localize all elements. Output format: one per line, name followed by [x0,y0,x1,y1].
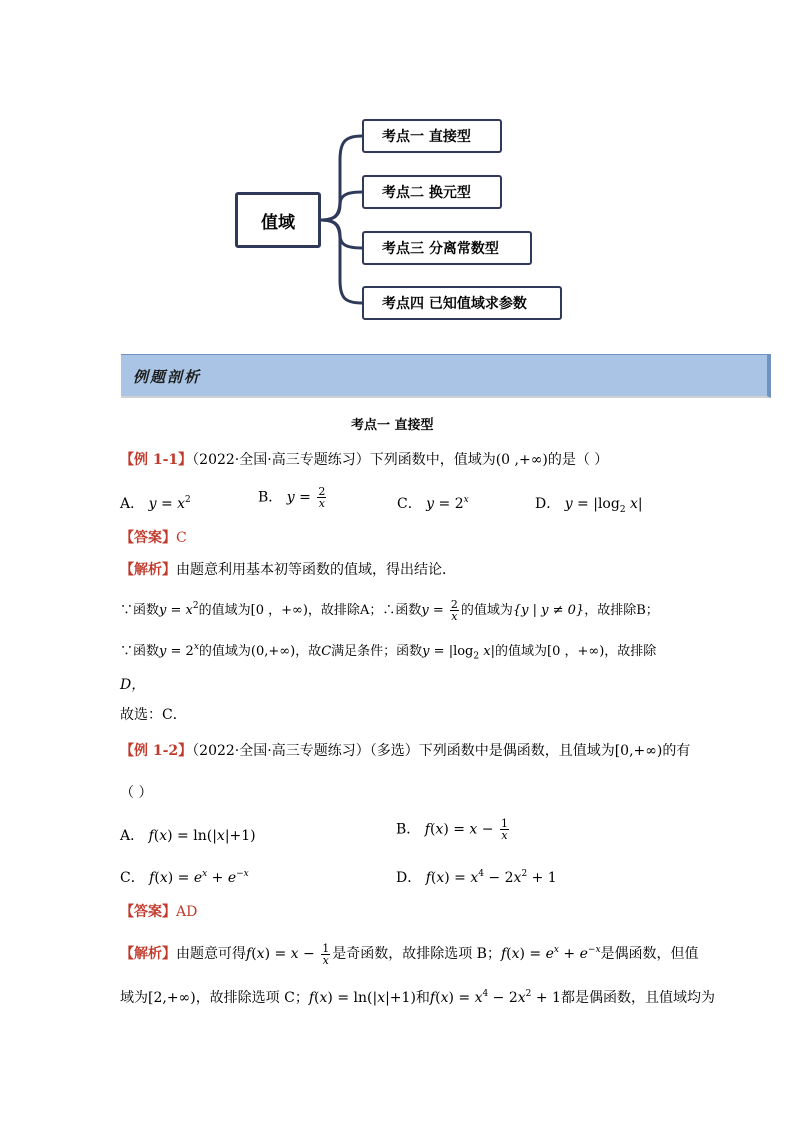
ex2-option-d: D． $f(x) = x^4 - 2x^2 + 1$ [396,869,557,886]
ex2-answer: 【答案】AD [120,904,198,920]
ex1-option-b: B． y = $\frac{2}{x}$ [258,485,326,510]
ex1-answer: 【答案】C [120,530,187,546]
subheading: 考点一 直接型 [351,418,434,433]
mindmap-root: 值域 [235,192,321,248]
ex1-question: 【例 1-1】（2022·全国·高三专题练习）下列函数中，值域为(0 ,+∞)的是（ ） [120,452,609,468]
ex2-analysis-line1: 【解析】由题意可得f(x) = x − $\frac{1}{x}$ 是奇函数，故排除选项 B；$f(x) = e^x + e^{-x}$是偶函数，但值 [120,941,699,967]
ex1-analysis-line2: ∵函数$y = 2^x$的值域为(0,+∞)，故C满足条件；函数$y = |\log_2$ x|的值域为[0 ，+∞)，故排除 [120,642,657,662]
ex2-option-a: A． f(x) = ln(|x|+1) [120,828,256,844]
ex1-analysis-line3: D， [120,677,146,693]
mindmap-branch-3: 考点三 分离常数型 [362,231,532,265]
ex1-conclusion: 故选：C． [120,707,187,723]
section-header [121,354,771,398]
ex1-option-a: A． $y = x^2$ [120,495,191,512]
section-label: 例题剖析 [133,368,202,386]
mindmap-branch-4: 考点四 已知值域求参数 [362,286,562,320]
ex1-option-d: D． $y = |\log_2$ x| [535,496,643,515]
ex1-analysis: 【解析】由题意利用基本初等函数的值域，得出结论． [120,562,456,578]
ex1-option-c: C． $y = 2^x$ [397,495,469,512]
mindmap-branch-1: 考点一 直接型 [362,119,502,153]
ex1-analysis-line1: ∵函数$y = x^2$的值域为[0 ，+∞)，故排除A；∴函数y = $\frac{2}{x}$ 的值域为{y | y ≠ 0}，故排除B； [120,598,659,623]
ex2-option-c: C． $f(x) = e^x + e^{-x}$ [120,869,249,886]
ex2-paren: （ ） [120,785,153,801]
ex2-analysis-line2: 域为[2,+∞)，故排除选项 C；f(x) = ln(|x|+1)和$f(x) = x^4 - 2x^2 + 1$都是偶函数，且值域均为 [120,989,715,1006]
mindmap-branch-2: 考点二 换元型 [362,175,502,209]
ex2-option-b: B． f(x) = x − $\frac{1}{x}$ [396,817,508,842]
ex2-question: 【例 1-2】（2022·全国·高三专题练习）（多选）下列函数中是偶函数，且值域为[0,+∞)的有 [120,743,691,759]
